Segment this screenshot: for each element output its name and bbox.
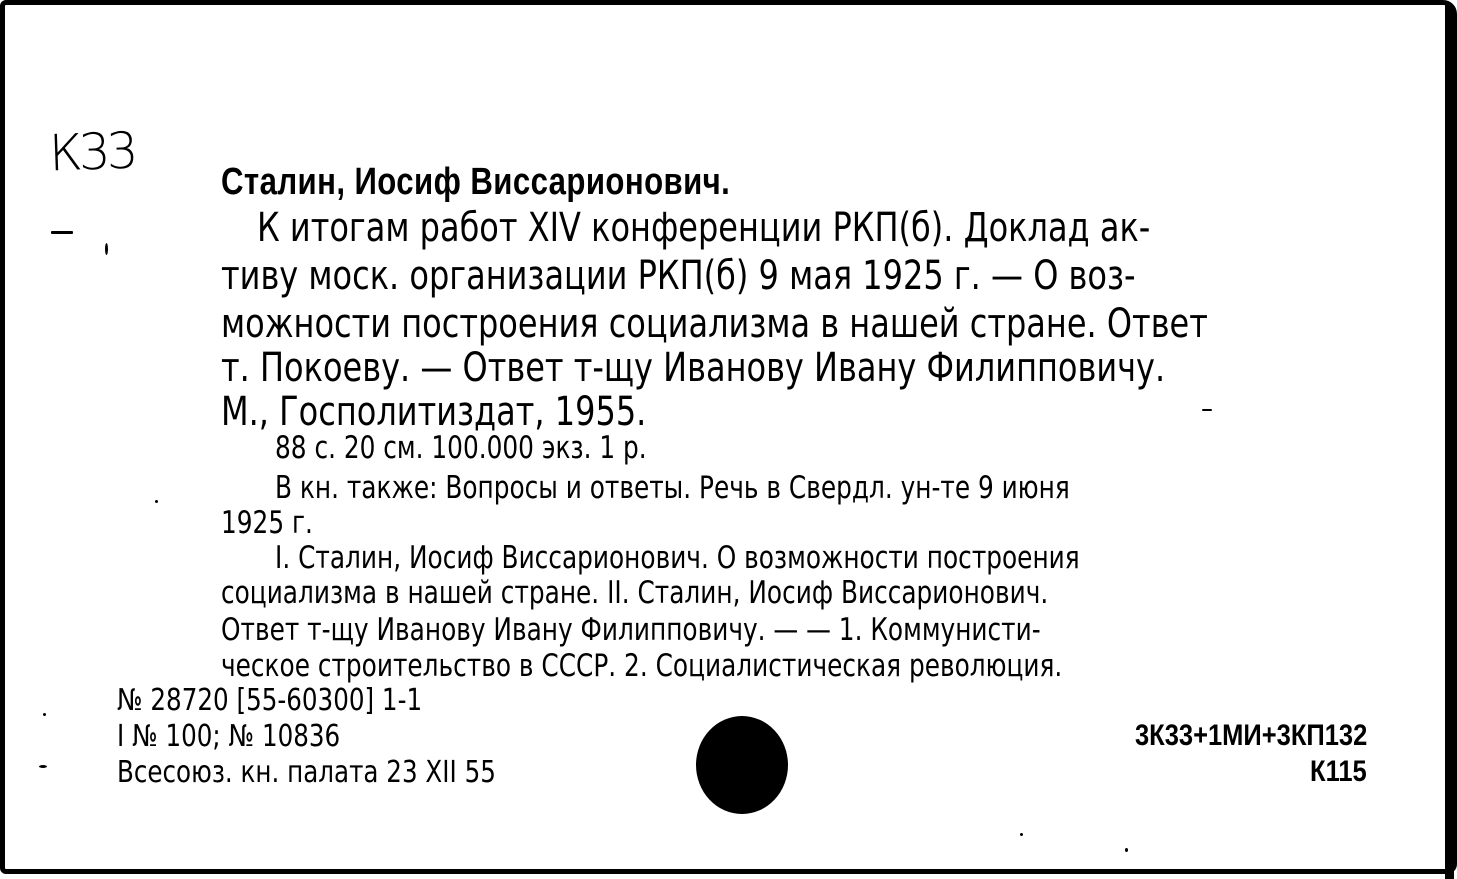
ink-speck [1202,409,1212,411]
ink-speck [39,765,47,768]
note-line-1: В кн. также: Вопросы и ответы. Речь в Свердл. ун-те 9 июня [275,470,1070,506]
ink-speck [43,713,46,716]
ink-speck [105,243,108,255]
ink-speck [155,500,158,503]
author-heading: Сталин, Иосиф Виссарионович. [221,161,731,203]
title-line-5: М., Госполитиздат, 1955. [221,389,647,435]
title-line-2: тиву моск. организации РКП(б) 9 мая 1925 г. — О воз- [221,253,1136,299]
title-line-1: К итогам работ XIV конференции РКП(б). Доклад ак- [257,205,1151,251]
author-sign-code: К115 [1310,755,1367,788]
note-line-2: 1925 г. [221,505,313,541]
card-edge-shadow [1445,5,1454,879]
title-line-4: т. Покоеву. — Ответ т-щу Иванову Ивану Филипповичу. [221,345,1166,391]
shelf-mark: К33 [48,121,136,183]
publisher-imprint: Всесоюз. кн. палата 23 XII 55 [117,755,496,790]
ink-speck [1125,848,1128,852]
tracings-line-2: социализма в нашей стране. II. Сталин, Иосиф Виссарионович. [221,575,1049,611]
ink-speck [1020,833,1023,836]
tracings-line-3: Ответ т-щу Иванову Ивану Филипповичу. — — 1. Коммунисти- [221,612,1041,648]
title-line-3: можности построения социализма в нашей стране. Ответ [221,301,1208,347]
ink-speck [51,231,73,234]
tracings-line-1: I. Сталин, Иосиф Виссарионович. О возможности построения [275,540,1080,576]
inventory-number: I № 100; № 10836 [117,719,341,754]
classification-code: 3К33+1МИ+3КП132 [1134,719,1367,752]
registration-number: № 28720 [55-60300] 1-1 [117,683,423,718]
tracings-line-4: ческое строительство в СССР. 2. Социалистическая революция. [221,648,1063,684]
punch-hole [696,716,788,814]
collation-line: 88 с. 20 см. 100.000 экз. 1 р. [275,430,647,466]
